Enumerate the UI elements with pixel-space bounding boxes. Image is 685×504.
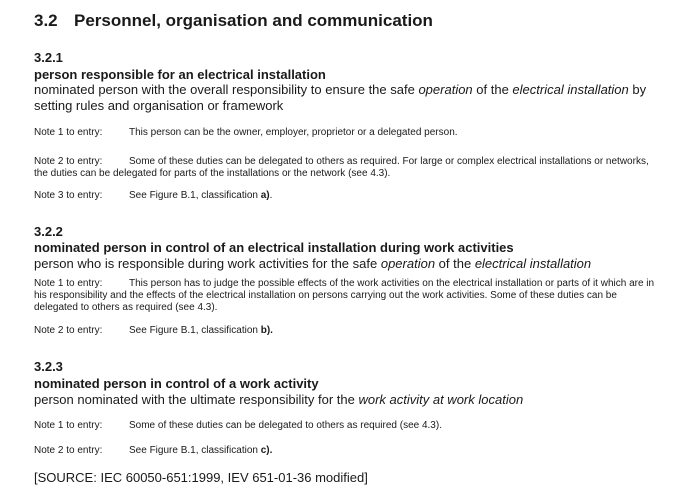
note-label: Note 1 to entry: — [34, 420, 103, 431]
note-label: Note 2 to entry: — [34, 156, 103, 167]
note-1 — [34, 127, 458, 139]
clause-term: person responsible for an electrical installation — [34, 67, 326, 82]
note-classification: b). — [260, 325, 273, 336]
note-label: Note 2 to entry: — [34, 445, 103, 456]
section-heading — [34, 11, 433, 31]
note-1 — [34, 420, 442, 432]
note-classification: a) — [260, 190, 270, 201]
section-title: Personnel, organisation and communication — [74, 11, 433, 30]
clause-definition: person nominated with the ultimate responsibility for the work activity at work location — [34, 392, 524, 407]
note-1 — [34, 278, 662, 314]
note-text: This person can be the owner, employer, proprietor or a delegated person. — [129, 127, 458, 138]
note-label: Note 1 to entry: — [34, 278, 103, 289]
note-text: This person has to judge the possible effects of the work activities on the electrical installation or parts of it which are in his responsibility and the effects of the electrical installation on persons carrying out the work activities. Some of these duties can be delegated to others as required (see 4.3). — [34, 278, 655, 313]
note-label: Note 2 to entry: — [34, 325, 103, 336]
note-2 — [34, 325, 273, 337]
note-label: Note 1 to entry: — [34, 127, 103, 138]
note-3: Note 3 to entry: See Figure B.1, classification a). — [34, 190, 273, 201]
note-text: Some of these duties can be delegated to others as required (see 4.3). — [129, 420, 442, 431]
note-text: See Figure B.1, classification — [129, 445, 261, 456]
note-text: See Figure B.1, classification — [129, 325, 261, 336]
note-text: See Figure B.1, classification — [129, 190, 261, 201]
section-number: 3.2 — [34, 11, 58, 30]
source-citation: [SOURCE: IEC 60050-651:1999, IEV 651-01-36 modified] — [34, 470, 368, 485]
note-label: Note 3 to entry: — [34, 190, 103, 201]
clause-definition: person who is responsible during work activities for the safe operation of the electrical installation — [34, 256, 592, 271]
note-classification: c). — [260, 445, 273, 456]
clause-number: 3.2.3 — [34, 359, 63, 374]
clause-definition: nominated person with the overall responsibility to ensure the safe operation of the electrical installation by setting rules and organisation or framework — [34, 82, 647, 113]
note-2 — [34, 156, 662, 180]
clause-term: nominated person in control of a work activity — [34, 376, 319, 391]
clause-number: 3.2.1 — [34, 50, 63, 65]
definition-tail: by setting rules and organisation or framework — [34, 82, 647, 113]
note-2 — [34, 445, 272, 457]
clause-number: 3.2.2 — [34, 224, 63, 239]
clause-term: nominated person in control of an electrical installation during work activities — [34, 240, 514, 255]
note-text: Some of these duties can be delegated to others as required. For large or complex electrical installations or networks, the duties can be delegated for parts of the installations or the network (see 4.3). — [34, 156, 649, 179]
